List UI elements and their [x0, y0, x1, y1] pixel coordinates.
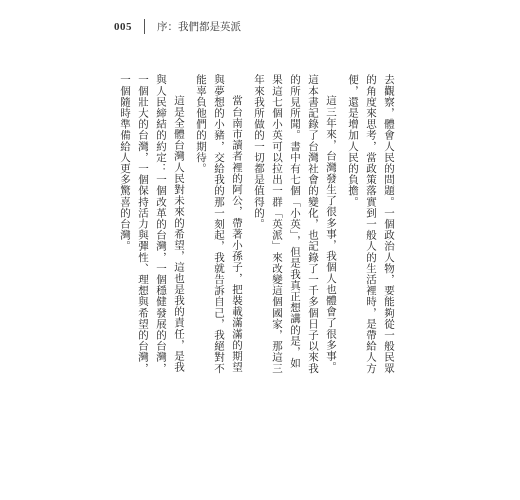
paragraph-3: 當台南市讀者裡的阿公，帶著小孫子，把裝載滿滿的期望與夢想的小豬，交給我的那一刻起，我就告訴自己，我絕對不能辜負他們的期待。 — [195, 74, 243, 374]
paragraph-1: 去觀察，體會人民的問題。一個政治人物，要能夠從一般民眾的角度來思考，當政策落實到一般人的生活裡時，是帶給人方便，還是增加人民的負擔。 — [347, 74, 395, 374]
header-divider — [144, 19, 145, 34]
paragraph-2: 這三年來，台灣發生了很多事，我個人也體會了很多事。這本書記錄了台灣社會的變化，也記錄了一千多個日子以來我的所見所聞。書中有七個「小英」，但是我真正想講的是，如果這七個小英可以拉出一群「英派」來改變這個國家，那這三年來我所做的一切都是值得的。 — [253, 74, 337, 374]
page-header — [114, 19, 241, 34]
page-number: 005 — [114, 20, 132, 33]
running-title: 序：我們都是英派 — [157, 20, 241, 33]
body-text — [116, 74, 398, 374]
paragraph-4: 這是全體台灣人民對未來的希望，這也是我的責任，是我與人民締結的約定：一個改革的台灣，一個穩健發展的台灣，一個壯大的台灣，一個保持活力與彈性、理想與希望的台灣，一個隨時準備給人更多驚喜的台灣。 — [119, 74, 185, 374]
